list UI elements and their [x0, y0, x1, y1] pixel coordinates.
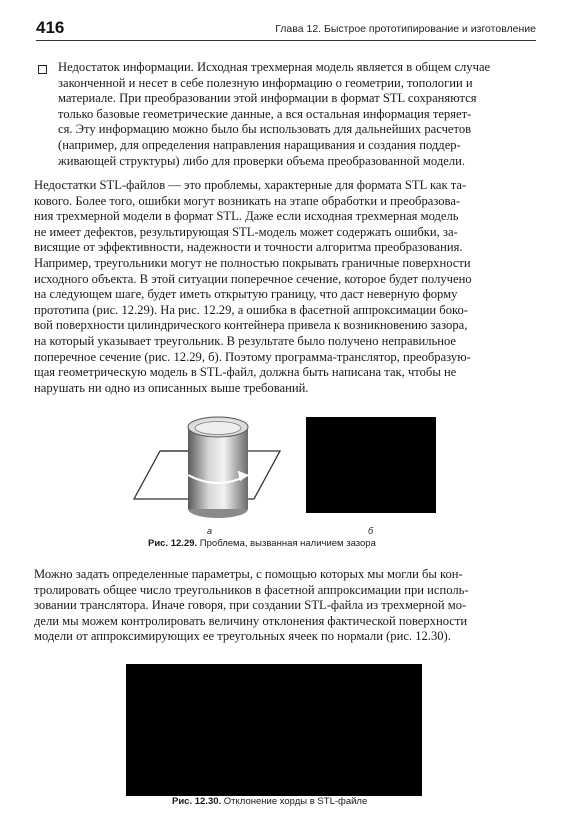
paragraph-stl-defects [34, 178, 538, 396]
text-line: Можно задать определенные параметры, с помощью которых мы могли бы кон- [34, 567, 463, 581]
figure-12-29 [130, 413, 450, 553]
text-line: нарушать ни одно из описанных выше требований. [34, 380, 309, 395]
caption-label: Рис. 12.30. [172, 796, 222, 807]
figure-12-30-caption [172, 796, 367, 808]
figure-12-30-image [126, 664, 422, 796]
figure-cross-section-image [306, 417, 436, 513]
text-line: исходного объекта. В этой ситуации поперечное сечение, которое будет получено [34, 271, 472, 286]
text-line: висящие от эффективности, надежности и точности алгоритма преобразования. [34, 240, 463, 255]
text-line: законченной и несет в себе полезную информацию о геометрии, топологии и [58, 75, 473, 90]
text-line: Недостатки STL-файлов — это проблемы, характерные для формата STL как та- [34, 178, 467, 192]
text-line: зовании транслятора. Иначе говоря, при создании STL-файла из трехмерной мо- [34, 598, 467, 613]
subfigure-label-a: а [207, 526, 213, 536]
text-line: Недостаток информации. Исходная трехмерная модель является в общем случае [58, 60, 491, 74]
figure-12-29-caption [148, 538, 376, 550]
text-line: Например, треугольники могут не полностью покрывать граничные поверхности [34, 255, 471, 270]
text-line: только базовые геометрические данные, а вся остальная информация теряет- [58, 106, 472, 121]
text-line: модели от аппроксимирующих ее треугольных ячеек по нормали (рис. 12.30). [34, 629, 451, 644]
text-line: кового. Более того, ошибки могут возникать на этапе обработки и преобразова- [34, 193, 461, 208]
paragraph-triangle-control [34, 567, 538, 645]
text-line: не имеет дефектов, результирующая STL-модель может содержать ошибки, за- [34, 224, 458, 239]
text-line: поперечное сечение (рис. 12.29, б). Поэтому программа-транслятор, преобразую- [34, 349, 471, 364]
subfigure-label-b: б [368, 526, 374, 536]
bullet-text [58, 60, 538, 169]
page-number: 416 [36, 18, 65, 37]
caption-text: Отклонение хорды в STL-файле [221, 796, 368, 807]
text-line: материале. При преобразовании этой информации в формат STL сохраняются [58, 91, 477, 106]
text-line: на следующем шаге, будет иметь открытую границу, что даст неверную форму [34, 287, 458, 302]
text-line: прототипа (рис. 12.29). На рис. 12.29, а ошибка в фасетной аппроксимации боко- [34, 302, 468, 317]
figure-cylinder-gap-image [130, 413, 290, 525]
text-line: ся. Эту информацию можно было бы использовать для дальнейших расчетов [58, 122, 472, 137]
cylinder-gap-illustration [130, 413, 290, 525]
text-line: вой поверхности цилиндрического контейнера привела к возникновению зазора, [34, 318, 468, 333]
text-line: на который указывает треугольник. В результате было получено неправильное [34, 333, 457, 348]
caption-label: Рис. 12.29. [148, 538, 198, 549]
checkbox-bullet-icon [38, 65, 47, 74]
text-line: тролировать общее число треугольников в фасетной аппроксимации при исполь- [34, 582, 469, 597]
chapter-title: Глава 12. Быстрое прототипирование и изготовление [275, 23, 536, 35]
text-line: дели мы можем контролировать величину отклонения фактической поверхности [34, 613, 468, 628]
text-line: щая геометрическую модель в STL-файл, должна быть написана так, чтобы не [34, 365, 457, 380]
caption-text: Проблема, вызванная наличием зазора [197, 538, 376, 549]
text-line: ния трехмерной модели в формат STL. Даже если исходная трехмерная модель [34, 209, 459, 224]
text-line: живающей структуры) либо для проверки объема преобразованной модели. [58, 153, 466, 168]
page-header [36, 18, 536, 41]
text-line: (например, для определения направления наращивания и создания поддер- [58, 137, 461, 152]
